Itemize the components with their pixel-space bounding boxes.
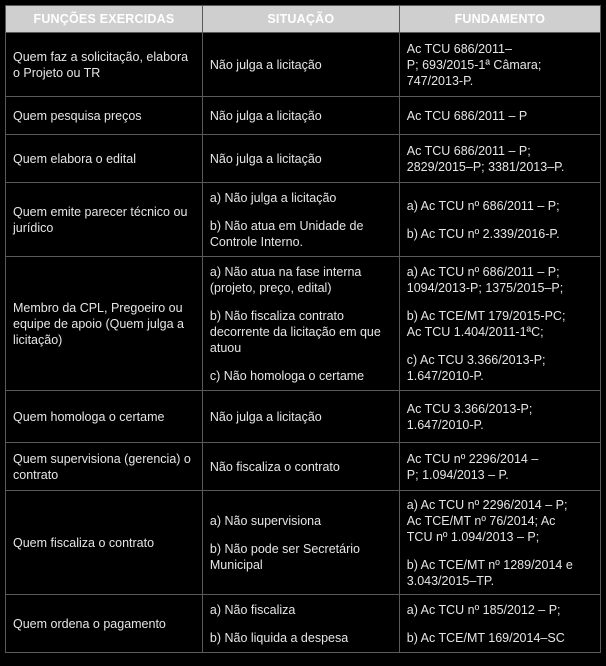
- header-funcoes: FUNÇÕES EXERCIDAS: [6, 6, 203, 33]
- fundamento-paragraph: Ac TCU 686/2011 – P: [406, 108, 528, 123]
- cell-fundamento: [399, 135, 600, 183]
- cell-situacao: [202, 257, 399, 391]
- cell-funcao: Quem fiscaliza o contrato: [6, 491, 203, 595]
- situacao-paragraph: c) Não homologa o certame: [209, 368, 365, 383]
- situacao-paragraph: b) Não liquida a despesa: [209, 630, 349, 645]
- situacao-paragraph: a) Não fiscaliza: [209, 602, 296, 617]
- table-row: [6, 491, 601, 595]
- situacao-paragraph: b) Não fiscaliza contrato decorrente da licitação em que atuou: [209, 308, 381, 355]
- cell-fundamento: [399, 443, 600, 491]
- cell-situacao: [202, 33, 399, 97]
- cell-fundamento: [399, 491, 600, 595]
- cell-funcao: Quem elabora o edital: [6, 135, 203, 183]
- cell-funcao: Quem supervisiona (gerencia) o contrato: [6, 443, 203, 491]
- table-row: [6, 391, 601, 443]
- cell-situacao: [202, 391, 399, 443]
- cell-funcao: Quem emite parecer técnico ou jurídico: [6, 183, 203, 257]
- cell-fundamento: [399, 595, 600, 653]
- cell-funcao: Quem ordena o pagamento: [6, 595, 203, 653]
- fundamento-paragraph: a) Ac TCU nº 686/2011 – P; 1094/2013-P; 1375/2015–P;: [406, 264, 564, 295]
- cell-fundamento: [399, 33, 600, 97]
- fundamento-paragraph: b) Ac TCE/MT 169/2014–SC: [406, 630, 565, 645]
- cell-fundamento: [399, 391, 600, 443]
- situacao-paragraph: Não fiscaliza o contrato: [209, 459, 340, 474]
- table-row: [6, 443, 601, 491]
- header-row: [6, 6, 601, 33]
- fundamento-paragraph: c) Ac TCU 3.366/2013-P; 1.647/2010-P.: [406, 352, 546, 383]
- cell-situacao: [202, 183, 399, 257]
- fundamento-paragraph: b) Ac TCU nº 2.339/2016-P.: [406, 226, 560, 241]
- situacao-paragraph: Não julga a licitação: [209, 409, 322, 424]
- situacao-paragraph: b) Não atua em Unidade de Controle Interno.: [209, 218, 364, 249]
- situacao-paragraph: Não julga a licitação: [209, 57, 322, 72]
- fundamento-paragraph: Ac TCU 686/2011 – P; 2829/2015–P; 3381/2013–P.: [406, 143, 565, 174]
- cell-situacao: [202, 595, 399, 653]
- cell-funcao: Quem faz a solicitação, elabora o Projeto ou TR: [6, 33, 203, 97]
- table-row: [6, 257, 601, 391]
- fundamento-paragraph: a) Ac TCU nº 2296/2014 – P; Ac TCE/MT nº 76/2014; Ac TCU nº 1.094/2013 – P;: [406, 497, 568, 544]
- cell-funcao: Membro da CPL, Pregoeiro ou equipe de apoio (Quem julga a licitação): [6, 257, 203, 391]
- situacao-paragraph: a) Não atua na fase interna (projeto, preço, edital): [209, 264, 362, 295]
- situacao-paragraph: a) Não julga a licitação: [209, 190, 337, 205]
- cell-funcao: Quem pesquisa preços: [6, 97, 203, 135]
- fundamento-paragraph: Ac TCU 3.366/2013-P; 1.647/2010-P.: [406, 401, 533, 432]
- fundamento-paragraph: Ac TCU 686/2011– P; 693/2015-1ª Câmara; 747/2013-P.: [406, 41, 542, 88]
- cell-situacao: [202, 135, 399, 183]
- fundamento-paragraph: b) Ac TCE/MT 179/2015-PC; Ac TCU 1.404/2011-1ªC;: [406, 308, 566, 339]
- header-situacao: SITUAÇÃO: [202, 6, 399, 33]
- situacao-paragraph: Não julga a licitação: [209, 108, 322, 123]
- table-row: [6, 135, 601, 183]
- fundamento-paragraph: a) Ac TCU nº 185/2012 – P;: [406, 602, 561, 617]
- fundamento-paragraph: b) Ac TCE/MT nº 1289/2014 e 3.043/2015–TP.: [406, 557, 573, 588]
- cell-fundamento: [399, 183, 600, 257]
- functions-table: [5, 5, 601, 653]
- cell-situacao: [202, 491, 399, 595]
- cell-situacao: [202, 443, 399, 491]
- situacao-paragraph: Não julga a licitação: [209, 151, 322, 166]
- table-row: [6, 97, 601, 135]
- situacao-paragraph: a) Não supervisiona: [209, 513, 322, 528]
- fundamento-paragraph: a) Ac TCU nº 686/2011 – P;: [406, 198, 560, 213]
- table-row: [6, 595, 601, 653]
- table-row: [6, 33, 601, 97]
- cell-situacao: [202, 97, 399, 135]
- cell-fundamento: [399, 97, 600, 135]
- fundamento-paragraph: Ac TCU nº 2296/2014 – P; 1.094/2013 – P.: [406, 451, 539, 482]
- cell-funcao: Quem homologa o certame: [6, 391, 203, 443]
- situacao-paragraph: b) Não pode ser Secretário Municipal: [209, 541, 360, 572]
- cell-fundamento: [399, 257, 600, 391]
- table-row: [6, 183, 601, 257]
- header-fundamento: FUNDAMENTO: [399, 6, 600, 33]
